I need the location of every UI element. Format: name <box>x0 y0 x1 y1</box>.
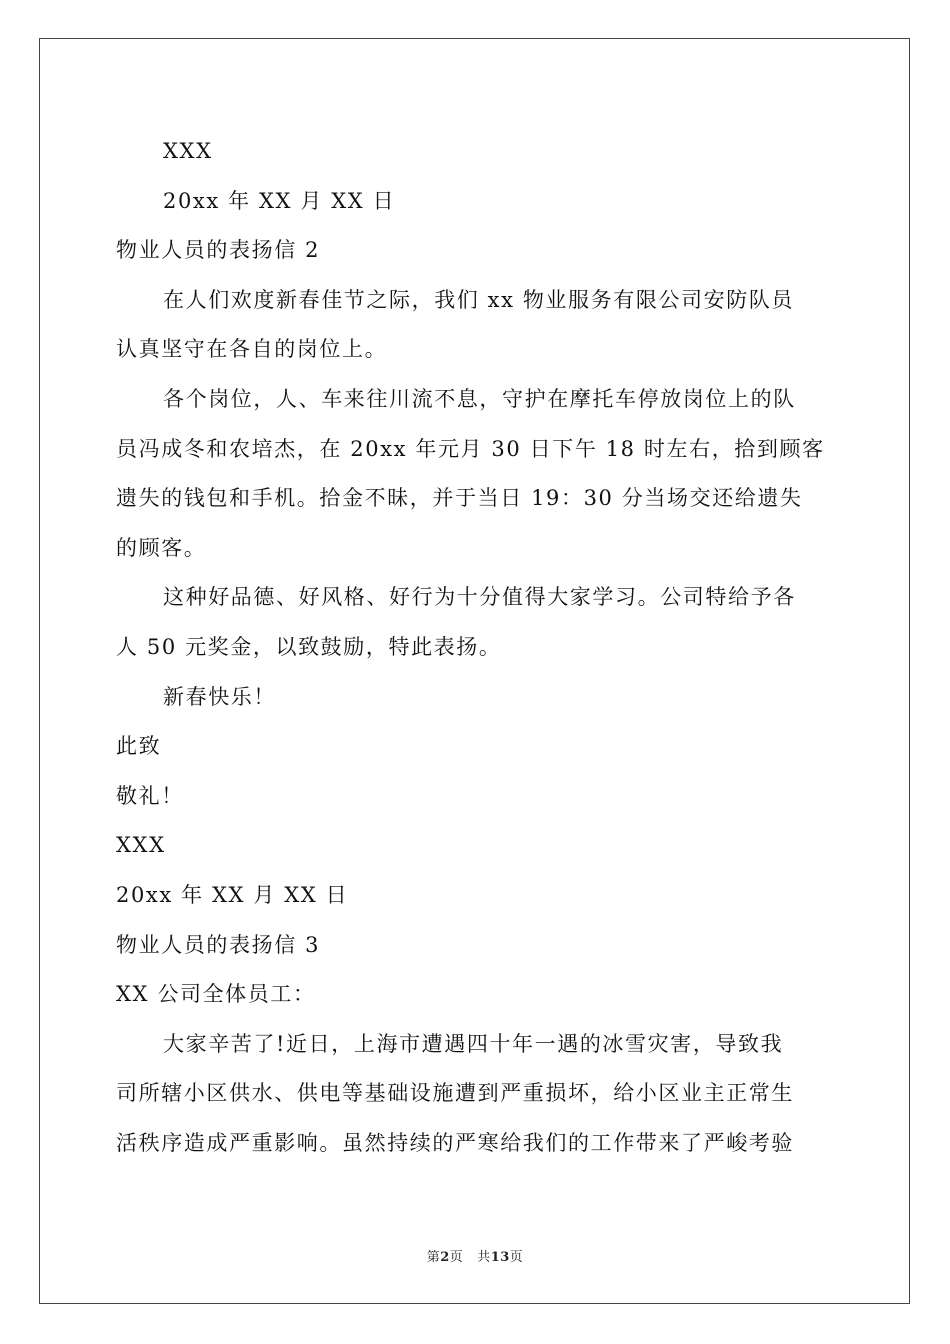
text-line: 员冯成冬和农培杰，在 20xx 年元月 30 日下午 18 时左右，拾到顾客 <box>116 437 825 461</box>
text-line: 在人们欢度新春佳节之际，我们 xx 物业服务有限公司安防队员 <box>163 288 795 312</box>
text-line: 20xx 年 XX 月 XX 日 <box>163 189 396 213</box>
page-footer <box>0 1246 950 1265</box>
footer-page-suffix: 页 <box>449 1250 464 1265</box>
text-line: 这种好品德、好风格、好行为十分值得大家学习。公司特给予各 <box>163 585 796 609</box>
text-line: 敬礼！ <box>116 784 184 808</box>
text-line: 的顾客。 <box>116 536 207 560</box>
footer-prefix: 第 <box>426 1250 441 1265</box>
text-line: 大家辛苦了!近日，上海市遭遇四十年一遇的冰雪灾害，导致我 <box>163 1032 784 1056</box>
text-line: 物业人员的表扬信 3 <box>116 933 321 957</box>
text-line: 认真坚守在各自的岗位上。 <box>116 337 388 361</box>
text-line: 新春快乐！ <box>163 685 276 709</box>
text-line: XXX <box>163 139 213 163</box>
text-line: XXX <box>116 833 166 857</box>
text-line: 各个岗位，人、车来往川流不息，守护在摩托车停放岗位上的队 <box>163 387 796 411</box>
text-line: 人 50 元奖金，以致鼓励，特此表扬。 <box>116 635 502 659</box>
text-line: 司所辖小区供水、供电等基础设施遭到严重损坏，给小区业主正常生 <box>116 1081 794 1105</box>
text-line: XX 公司全体员工： <box>116 982 316 1006</box>
page-border <box>39 38 910 1304</box>
text-line: 物业人员的表扬信 2 <box>116 238 321 262</box>
footer-total-suffix: 页 <box>509 1250 524 1265</box>
text-line: 活秩序造成严重影响。虽然持续的严寒给我们的工作带来了严峻考验 <box>116 1131 794 1155</box>
footer-total-pages: 13 <box>490 1250 510 1265</box>
footer-total-prefix: 共 <box>477 1250 491 1265</box>
text-line: 遗失的钱包和手机。拾金不昧，并于当日 19：30 分当场交还给遗失 <box>116 486 803 510</box>
footer-page-number: 2 <box>440 1250 450 1265</box>
text-line: 20xx 年 XX 月 XX 日 <box>116 883 349 907</box>
text-line: 此致 <box>116 734 162 758</box>
